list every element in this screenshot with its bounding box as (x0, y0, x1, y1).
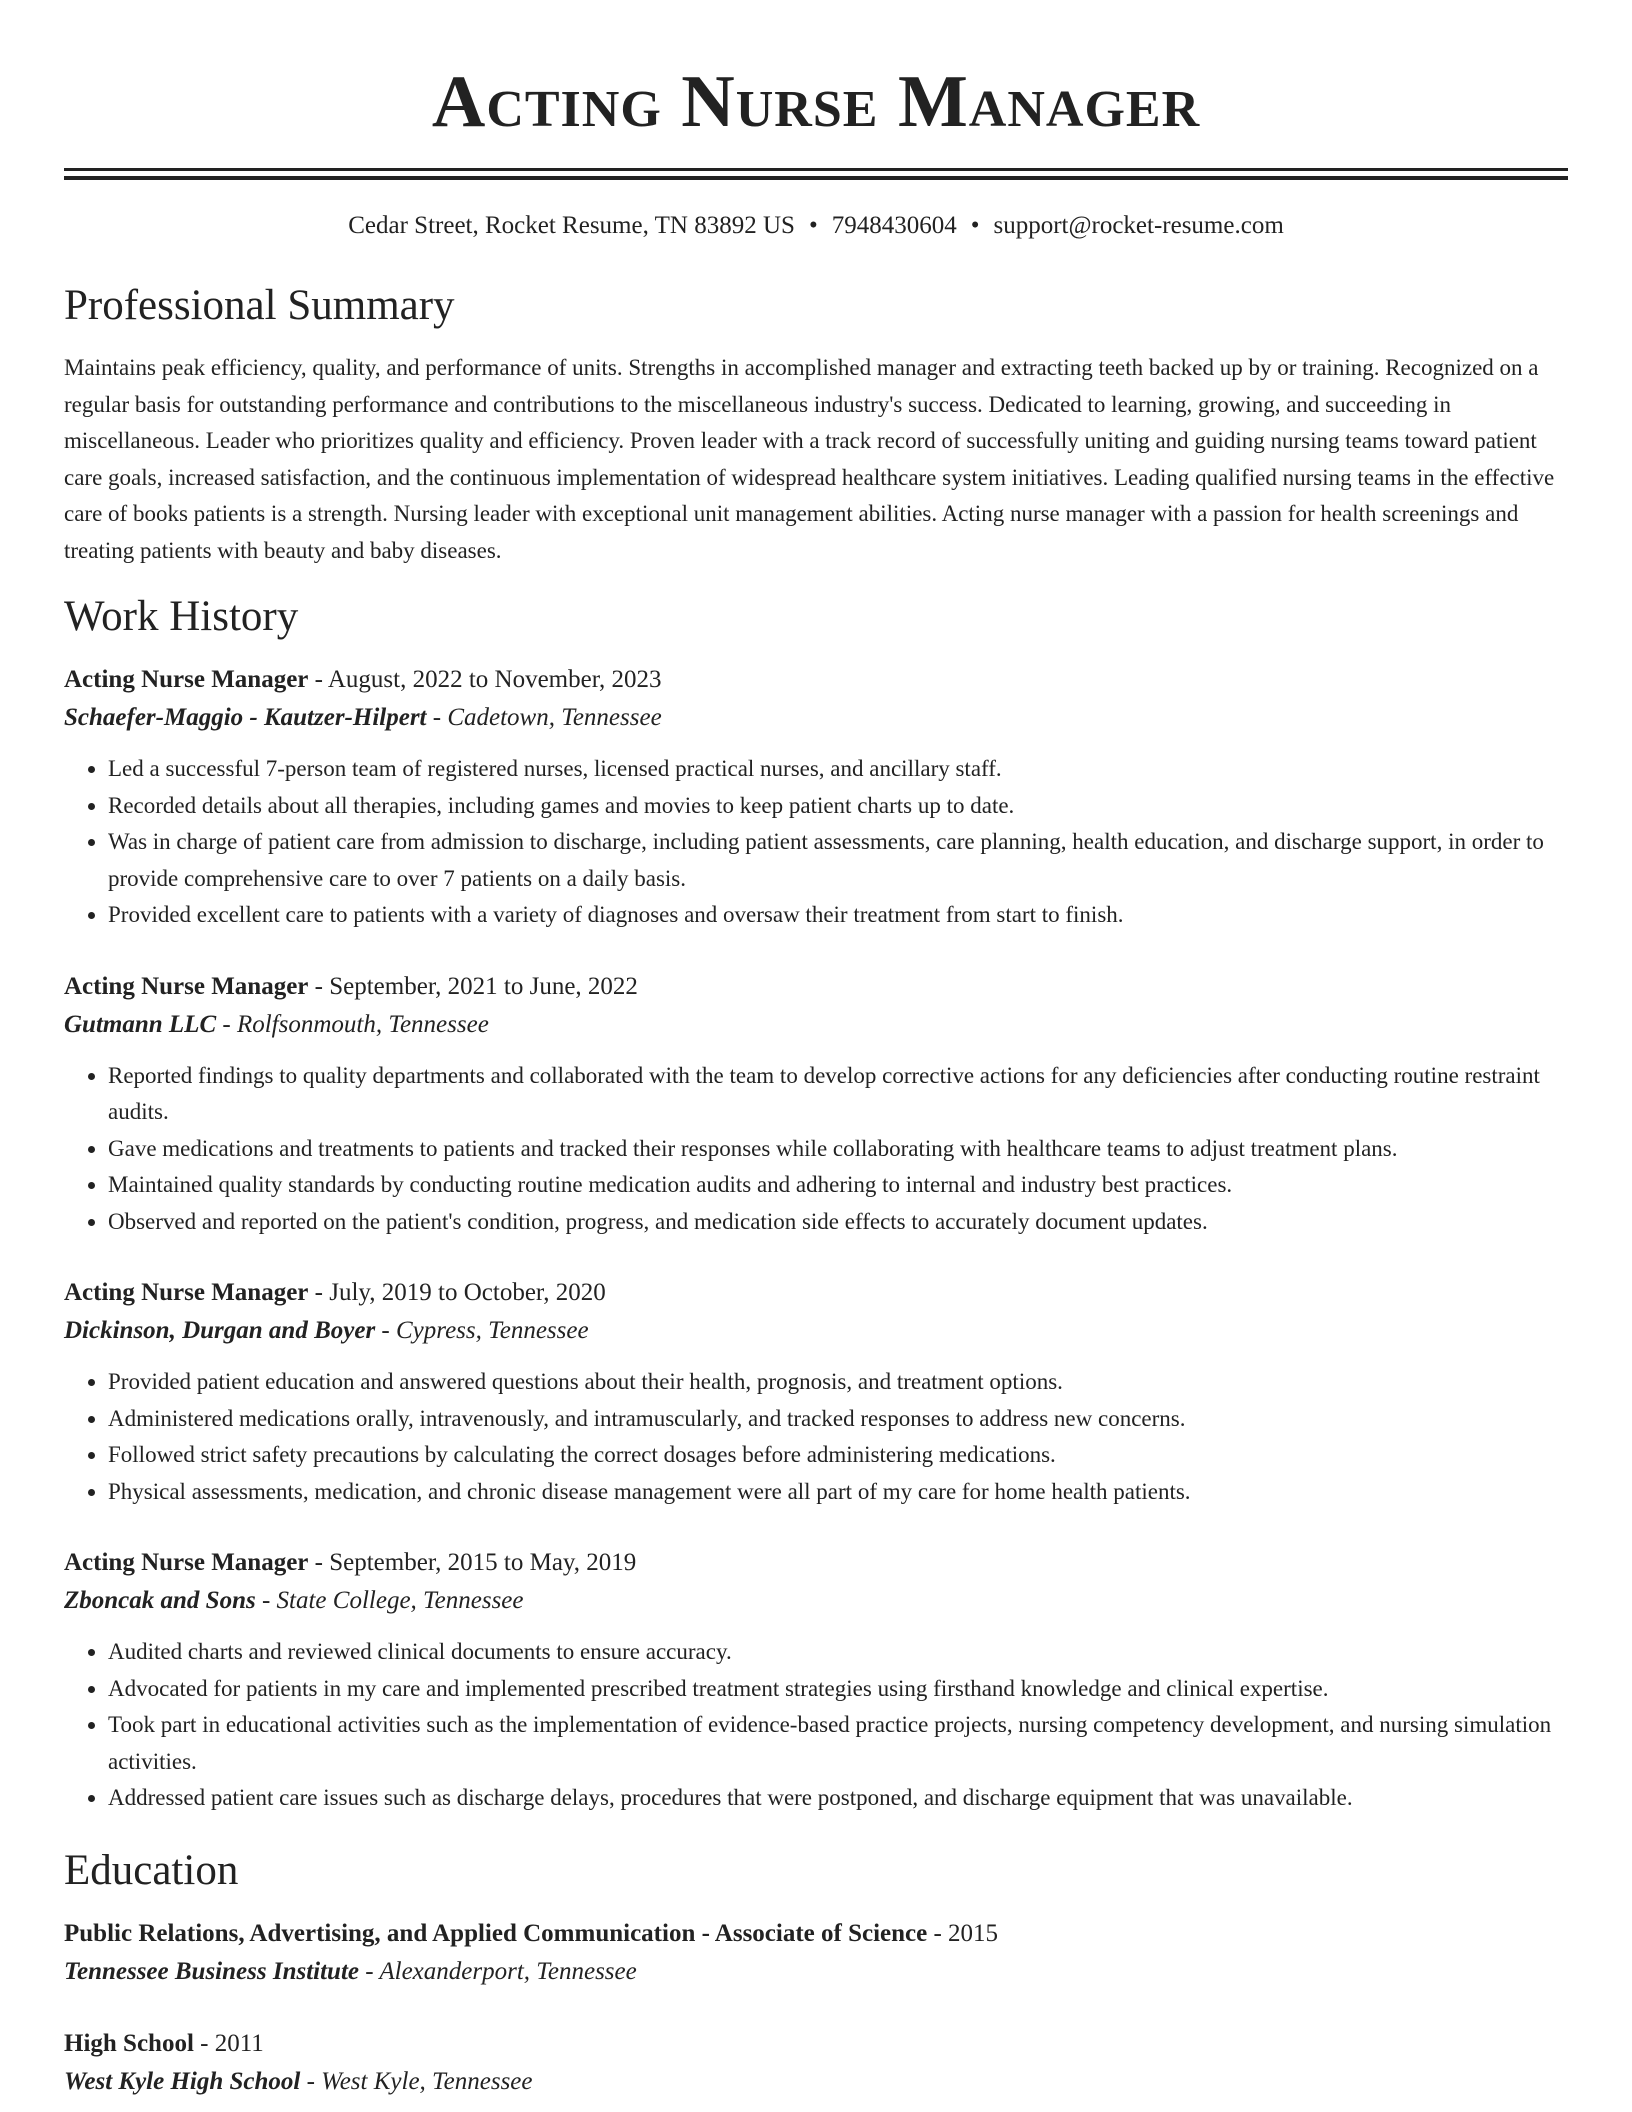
job-bullet: • Led a successful 7-person team of registered nurses, licensed practical nurses, and ancillary staff. (108, 751, 1568, 788)
contact-separator: • (808, 212, 818, 239)
education-school: Tennessee Business Institute (64, 1957, 359, 1985)
job-bullets (64, 751, 1568, 934)
job-role: Acting Nurse Manager (64, 1549, 309, 1576)
summary-text: Maintains peak efficiency, quality, and performance of units. Strengths in accomplished manager and extracting teeth backed up by or training. Recognized on a regular basis for outstanding performance and contributions to the miscellaneous industry's success. Dedicated to learning, growing, and succeeding in miscellaneous. Leader who prioritizes quality and efficiency. Proven leader with a track record of successfully uniting and guiding nursing teams toward patient care goals, increased satisfaction, and the continuous implementation of widespread healthcare system initiatives. Leading qualified nursing teams in the effective care of books patients is a strength. Nursing leader with exceptional unit management abilities. Acting nurse manager with a passion for health screenings and treating patients with beauty and baby diseases. (64, 355, 1555, 563)
job-bullet: • Provided excellent care to patients with a variety of diagnoses and oversaw their treatment from start to finish. (108, 897, 1568, 934)
education-location: - West Kyle, Tennessee (300, 2067, 533, 2095)
job-bullet: • Audited charts and reviewed clinical documents to ensure accuracy. (108, 1634, 1568, 1671)
job-company: Dickinson, Durgan and Boyer (64, 1317, 376, 1344)
contact-separator: • (970, 212, 980, 239)
education-degree-line (64, 2025, 1568, 2063)
contact-email: support@rocket-resume.com (993, 212, 1284, 239)
education-heading: Education (64, 1846, 239, 1894)
job-entry (64, 661, 1568, 934)
job-entry (64, 1544, 1568, 1817)
job-role: Acting Nurse Manager (64, 1279, 309, 1306)
header-double-rule (64, 168, 1568, 180)
job-company: Gutmann LLC (64, 1010, 217, 1038)
job-bullet: • Advocated for patients in my care and implemented prescribed treatment strategies using firsthand knowledge and clinical expertise. (108, 1671, 1568, 1708)
job-bullet: • Observed and reported on the patient's condition, progress, and medication side effects to accurately document updates. (108, 1204, 1568, 1241)
job-bullets (64, 1364, 1568, 1510)
job-bullet: • Was in charge of patient care from admission to discharge, including patient assessments, care planning, health education, and discharge support, in order to provide comprehensive care to over 7 patients on a daily basis. (108, 824, 1568, 897)
job-title-line (64, 1544, 1568, 1582)
contact-line (64, 208, 1568, 244)
job-bullet: • Recorded details about all therapies, including games and movies to keep patient charts up to date. (108, 788, 1568, 825)
job-dates: - August, 2022 to November, 2023 (308, 666, 662, 693)
job-bullets (64, 1634, 1568, 1817)
summary-heading: Professional Summary (64, 282, 455, 329)
job-entry (64, 968, 1568, 1241)
job-title-line (64, 968, 1568, 1006)
job-bullet: • Gave medications and treatments to patients and tracked their responses while collaborating with healthcare teams to adjust treatment plans. (108, 1131, 1568, 1168)
job-title-line (64, 661, 1568, 699)
contact-address: Cedar Street, Rocket Resume, TN 83892 US (348, 212, 795, 239)
education-school: West Kyle High School (64, 2067, 301, 2095)
job-company: Zboncak and Sons (64, 1587, 256, 1614)
job-bullet: • Physical assessments, medication, and chronic disease management were all part of my care for home health patients. (108, 1474, 1568, 1511)
education-degree: High School (64, 2029, 194, 2057)
education-entry (64, 2025, 1568, 2101)
job-location: - State College, Tennessee (255, 1587, 524, 1614)
education-year: - 2011 (193, 2029, 264, 2057)
education-school-line (64, 2063, 1568, 2101)
contact-phone: 7948430604 (831, 212, 957, 239)
job-dates: - September, 2021 to June, 2022 (308, 972, 638, 1000)
job-company-line (64, 699, 1568, 737)
work-history-heading: Work History (64, 593, 299, 640)
job-title-line (64, 1274, 1568, 1312)
job-entry (64, 1274, 1568, 1510)
job-bullet: • Maintained quality standards by conducting routine medication audits and adhering to internal and industry best practices. (108, 1167, 1568, 1204)
education-school-line (64, 1953, 1568, 1991)
job-bullet: • Reported findings to quality departments and collaborated with the team to develop corrective actions for any deficiencies after conducting routine restraint audits. (108, 1058, 1568, 1131)
education-degree-line (64, 1915, 1568, 1953)
job-company-line (64, 1582, 1568, 1620)
job-company-line (64, 1006, 1568, 1044)
job-location: - Cadetown, Tennessee (426, 704, 662, 731)
job-dates: - September, 2015 to May, 2019 (308, 1549, 637, 1576)
resume-page (64, 0, 1568, 2101)
job-company: Schaefer-Maggio - Kautzer-Hilpert (64, 704, 427, 731)
job-bullet: • Administered medications orally, intravenously, and intramuscularly, and tracked responses to address new concerns. (108, 1401, 1568, 1438)
education-location: - Alexanderport, Tennessee (358, 1957, 637, 1985)
job-location: - Rolfsonmouth, Tennessee (216, 1010, 489, 1038)
job-bullet: • Took part in educational activities such as the implementation of evidence-based practice projects, nursing competency development, and nursing simulation activities. (108, 1707, 1568, 1780)
job-dates: - July, 2019 to October, 2020 (308, 1279, 606, 1306)
resume-name: Acting Nurse Manager (431, 61, 1201, 143)
job-company-line (64, 1312, 1568, 1350)
job-role: Acting Nurse Manager (64, 666, 309, 693)
job-bullets (64, 1058, 1568, 1241)
job-bullet: • Addressed patient care issues such as discharge delays, procedures that were postponed, and discharge equipment that was unavailable. (108, 1780, 1568, 1817)
education-entry (64, 1915, 1568, 1991)
job-bullet: • Provided patient education and answered questions about their health, prognosis, and treatment options. (108, 1364, 1568, 1401)
job-bullet: • Followed strict safety precautions by calculating the correct dosages before administering medications. (108, 1437, 1568, 1474)
education-degree: Public Relations, Advertising, and Applied Communication - Associate of Science (64, 1919, 928, 1947)
job-location: - Cypress, Tennessee (375, 1317, 589, 1344)
education-year: - 2015 (927, 1919, 999, 1947)
job-role: Acting Nurse Manager (64, 972, 309, 1000)
